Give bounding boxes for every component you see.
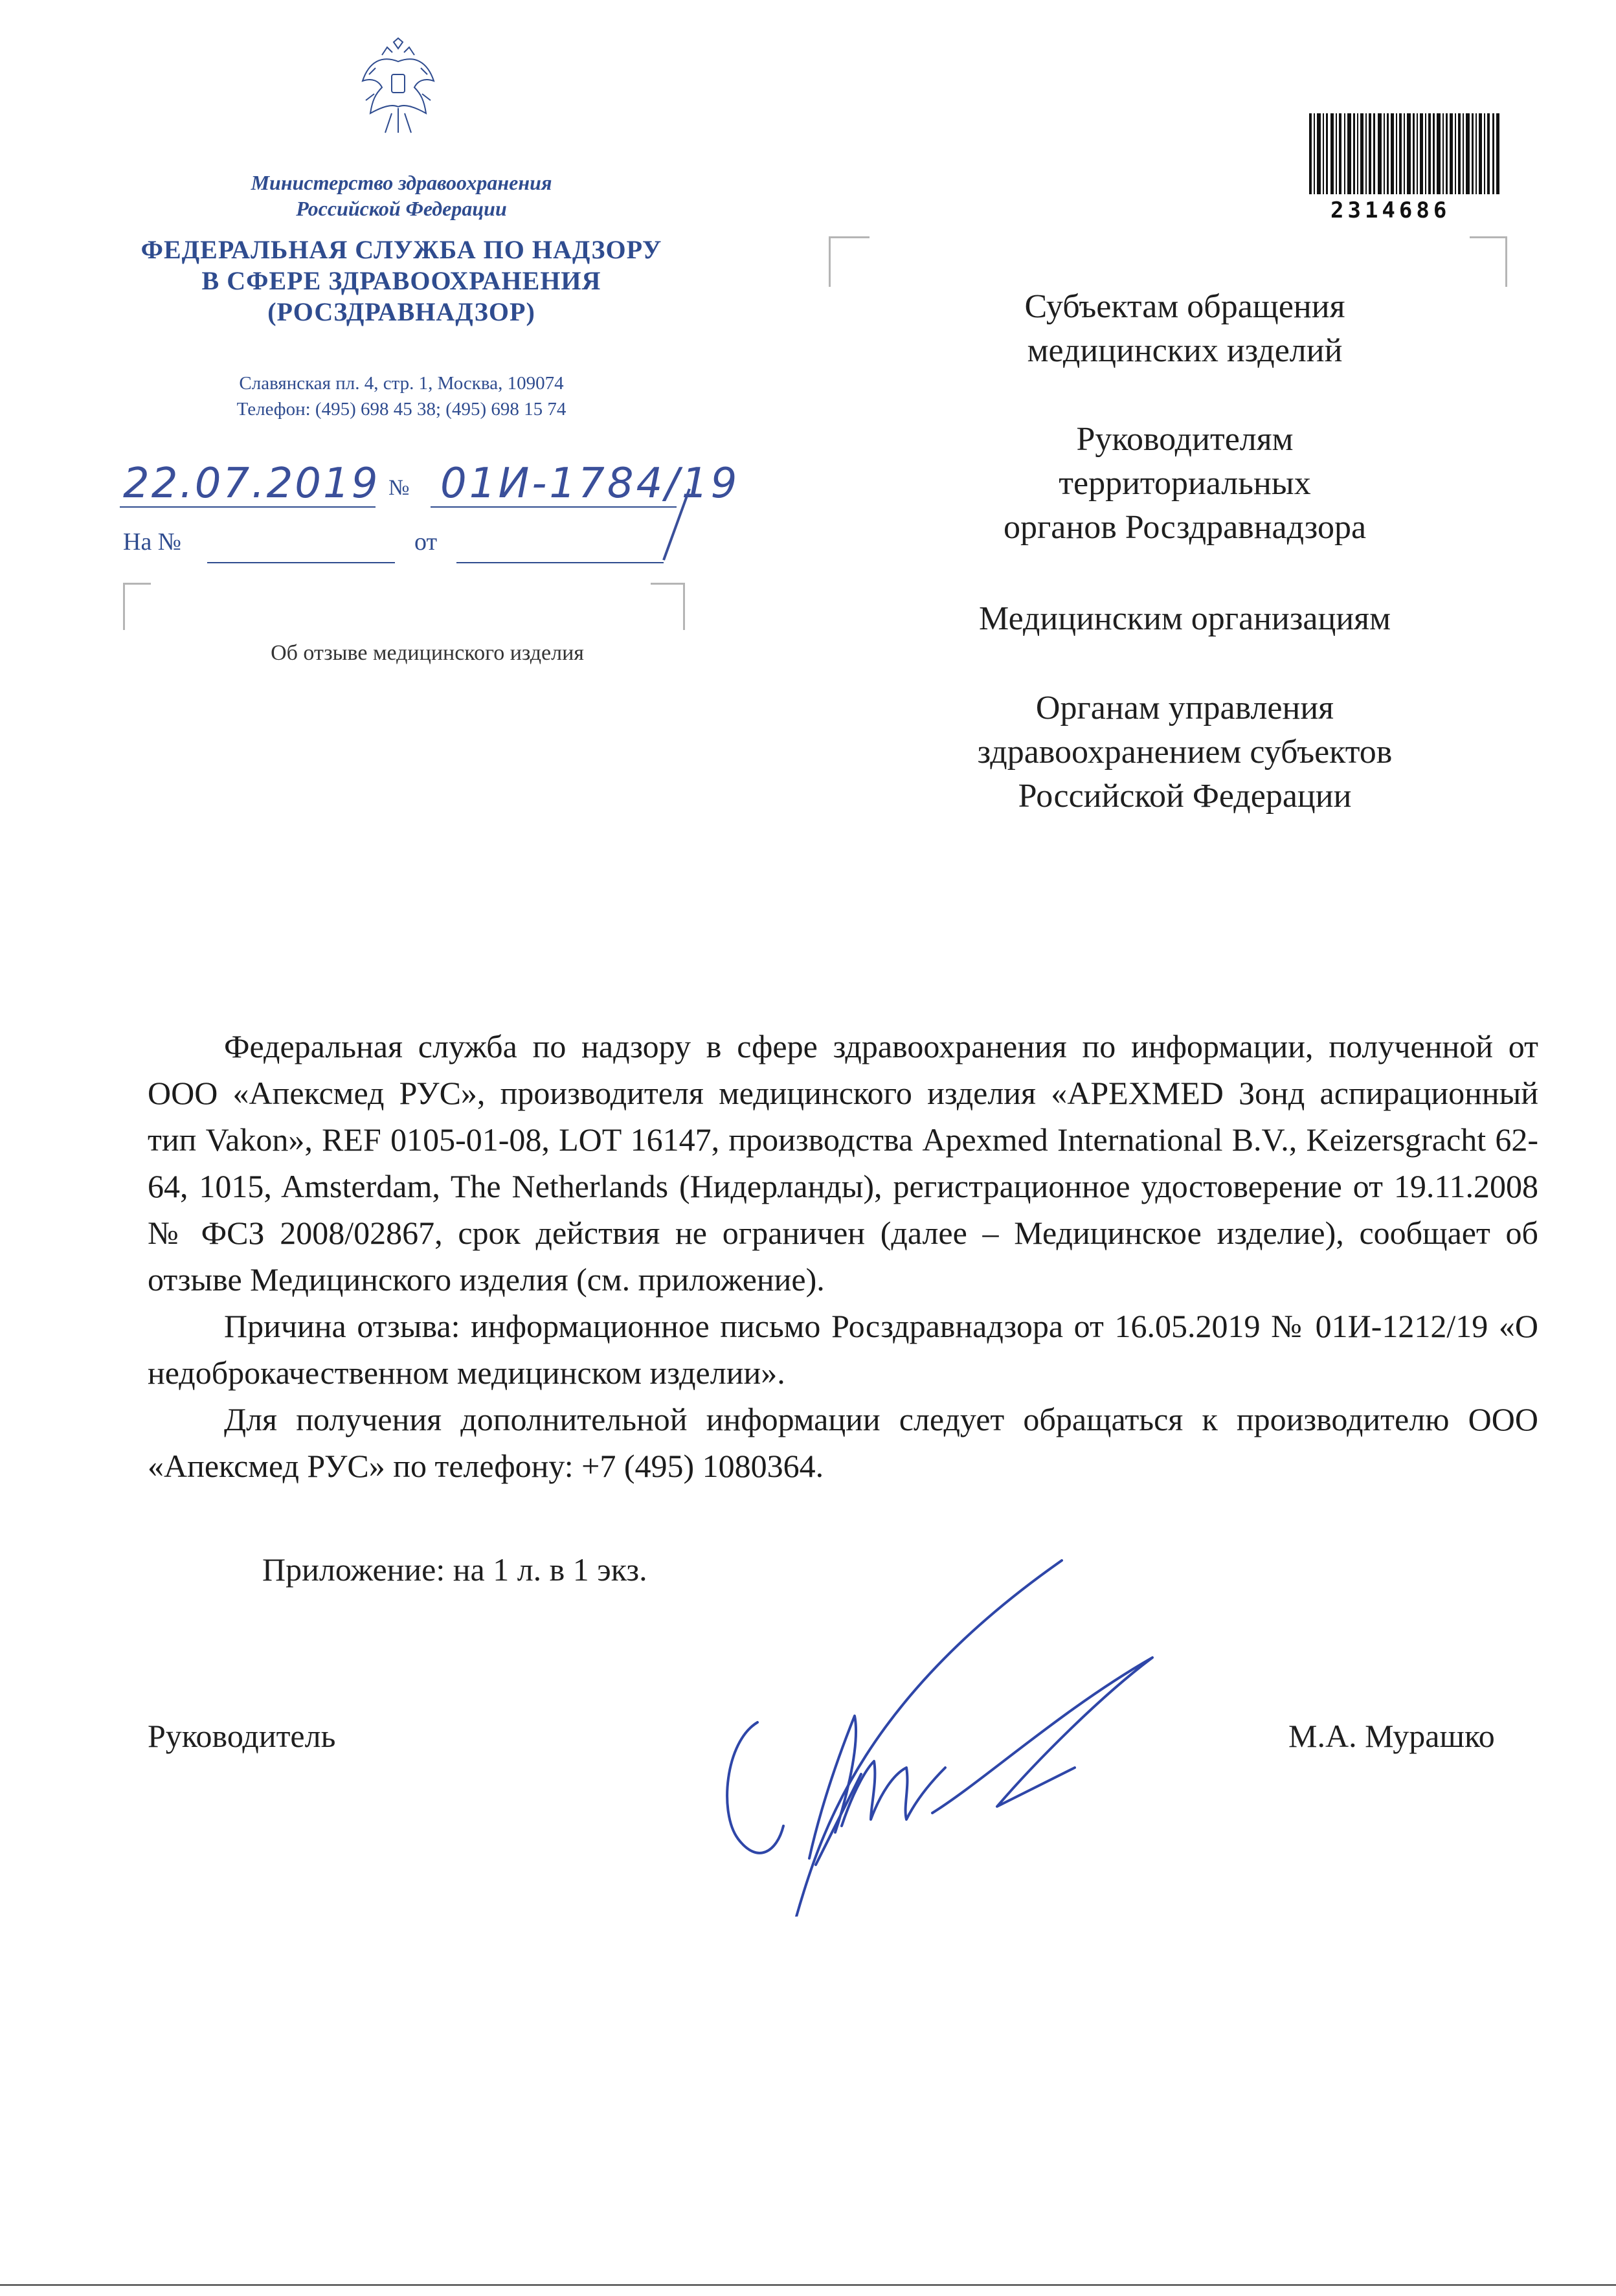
service-line-1: ФЕДЕРАЛЬНАЯ СЛУЖБА ПО НАДЗОРУ xyxy=(140,235,662,264)
slash-stroke xyxy=(657,486,696,563)
addressee-4-line-2: здравоохранением субъектов xyxy=(977,734,1393,771)
service-line-2: В СФЕРЕ ЗДРАВООХРАНЕНИЯ xyxy=(201,266,601,295)
body-paragraph-2: Причина отзыва: информационное письмо Росздравнадзора от 16.05.2019 № 01И-1212/19 «О недоброкачественном медицинском изделии». xyxy=(148,1308,1538,1391)
annex-note: Приложение: на 1 л. в 1 экз. xyxy=(262,1551,647,1588)
addressee-4 xyxy=(893,686,1476,818)
addressee-3 xyxy=(893,597,1476,641)
registration-date: 22.07.2019 xyxy=(123,460,380,508)
signatory-role: Руководитель xyxy=(148,1718,336,1754)
body-paragraph-3: Для получения дополнительной информации следует обращаться к производителю ООО «Апексмед РУС» по телефону: +7 (495) 1080364. xyxy=(148,1401,1538,1484)
subject-corner-right xyxy=(651,583,685,630)
service-phones: Телефон: (495) 698 45 38; (495) 698 15 74 xyxy=(236,399,567,420)
addressee-1-line-2: медицинских изделий xyxy=(1027,332,1343,369)
reference-from-label: от xyxy=(414,528,438,556)
registration-number: 01И-1784/19 xyxy=(440,460,740,508)
addressee-2-line-1: Руководителям xyxy=(1076,421,1294,458)
body-paragraph-1: Федеральная служба по надзору в сфере здравоохранения по информации, полученной от ООО «Апексмед РУС», производителя медицинского изделия «APEXMED Зонд аспирационный тип Vakon», REF 0105-01-08, LOT 16147, производства Apexmed International B.V., Keizersgracht 62-64, 1015, Amsterdam, The Netherlands (Нидерланды), регистрационное удостоверение от 19.11.2008 № ФСЗ 2008/02867, срок действия не ограничен (далее – Медицинское изделие), сообщает об отзыве Медицинского изделия (см. приложение). xyxy=(148,1028,1538,1298)
addressee-1 xyxy=(893,285,1476,373)
service-line-3: (РОСЗДРАВНАДЗОР) xyxy=(267,297,535,326)
addressee-2-line-2: территориальных xyxy=(1059,465,1311,502)
addressee-corner-left xyxy=(829,236,870,287)
reference-label: На № xyxy=(123,528,182,556)
reference-date-line xyxy=(456,562,664,563)
reference-number-line xyxy=(207,562,395,563)
addressee-2 xyxy=(893,418,1476,550)
addressee-3-line-1: Медицинским организациям xyxy=(979,600,1391,637)
ministry-line-2: Российской Федерации xyxy=(296,197,507,220)
addressee-1-line-1: Субъектам обращения xyxy=(1024,288,1345,325)
barcode xyxy=(1308,113,1502,197)
number-sign: № xyxy=(388,476,410,500)
ministry-name xyxy=(136,170,667,221)
service-contacts xyxy=(136,370,667,422)
subject-corner-left xyxy=(123,583,151,630)
service-address: Славянская пл. 4, стр. 1, Москва, 109074 xyxy=(239,373,564,394)
addressee-2-line-3: органов Росздравнадзора xyxy=(1003,509,1367,546)
signatory-name: М.А. Мурашко xyxy=(1288,1718,1495,1754)
addressee-corner-right xyxy=(1470,236,1507,287)
letter-subject: Об отзыве медицинского изделия xyxy=(271,641,584,665)
scan-bottom-edge xyxy=(0,2284,1616,2286)
service-name xyxy=(136,234,667,328)
addressee-4-line-3: Российской Федерации xyxy=(1018,778,1352,815)
barcode-number: 2314686 xyxy=(1330,197,1451,223)
addressee-4-line-1: Органам управления xyxy=(1035,690,1334,726)
double-headed-eagle-emblem xyxy=(356,36,440,139)
letter-body xyxy=(148,1023,1538,1489)
handwritten-signature xyxy=(712,1554,1243,1917)
ministry-line-1: Министерство здравоохранения xyxy=(251,171,552,194)
